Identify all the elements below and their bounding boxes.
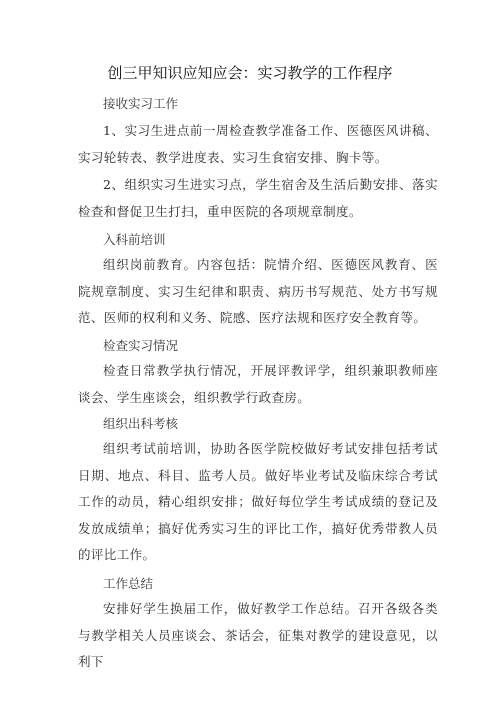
section-heading-assessment: 组织出科考核 <box>103 416 179 431</box>
section-heading-inspection: 检查实习情况 <box>103 338 179 353</box>
section-heading-receive: 接收实习工作 <box>103 96 179 111</box>
paragraph-receive-1: 1、实习生进点前一周检查教学准备工作、医德医风讲稿、实习轮转表、教学进度表、实习生食宿安排、胸卡等。 <box>78 123 438 165</box>
paragraph-summary-1: 安排好学生换届工作，做好教学工作总结。召开各级各类与教学相关人员座谈会、茶话会，征集对教学的建设意见，以利下 <box>78 601 438 670</box>
section-heading-summary: 工作总结 <box>103 576 154 591</box>
section-heading-pretraining: 入科前培训 <box>103 232 166 247</box>
paragraph-receive-2: 2、组织实习生进实习点，学生宿舍及生活后勤安排、落实检查和督促卫生打扫，重申医院的各项规章制度。 <box>78 177 438 219</box>
paragraph-inspection-1: 检查日常教学执行情况，开展评教评学，组织兼职教师座谈会、学生座谈会，组织教学行政查房。 <box>78 363 438 405</box>
paragraph-pretraining-1: 组织岗前教育。内容包括：院情介绍、医德医风教育、医院规章制度、实习生纪律和职责、病历书写规范、处方书写规范、医师的权利和义务、院感、医疗法规和医疗安全教育等。 <box>78 257 438 326</box>
document-title: 创三甲知识应知应会：实习教学的工作程序 <box>107 64 393 82</box>
paragraph-assessment-1: 组织考试前培训，协助各医学院校做好考试安排包括考试日期、地点、科目、监考人员。做好毕业考试及临床综合考试工作的动员，精心组织安排；做好每位学生考试成绩的登记及发放成绩单；搞好优秀实习生的评比工作，搞好优秀带教人员的评比工作。 <box>78 441 438 563</box>
